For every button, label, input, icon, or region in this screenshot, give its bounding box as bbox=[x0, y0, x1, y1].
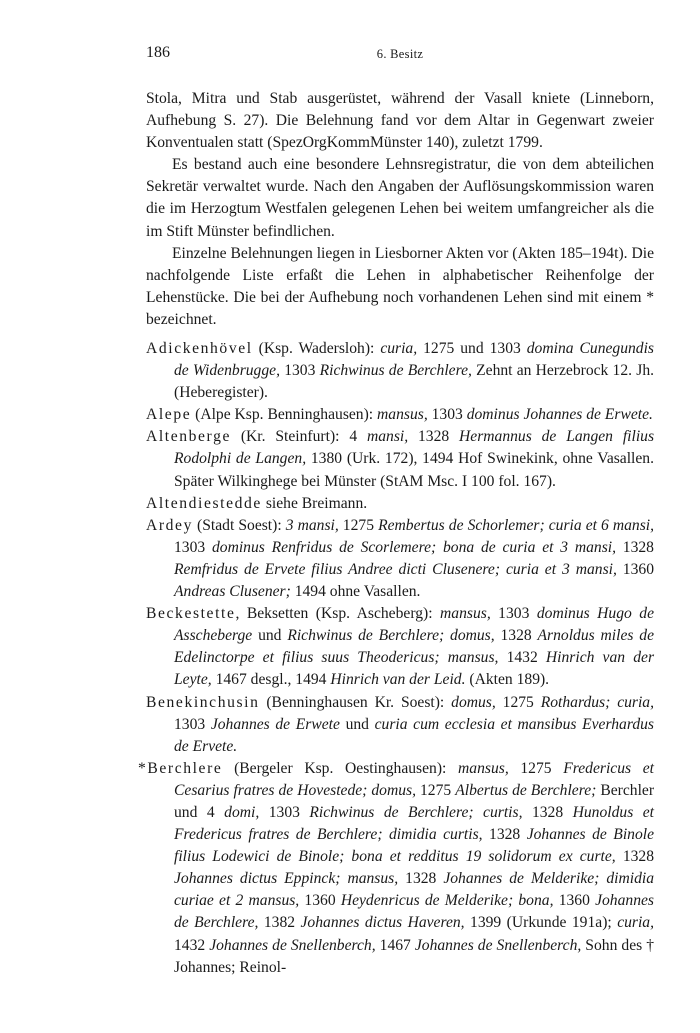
entry-text: 1303 bbox=[174, 715, 211, 733]
entry-text: 1303 bbox=[490, 605, 537, 623]
entry-text-italic: curia cum ecclesia et mansibus Everhardus de Ervete. bbox=[174, 715, 655, 755]
entry-text-italic: dominus Renfridus de Scorlemere; bona de curia et 3 mansi, bbox=[211, 538, 616, 556]
fief-entry bbox=[146, 426, 654, 492]
intro-text bbox=[146, 88, 654, 331]
entry-text-italic: Andreas Clusener; bbox=[174, 583, 291, 601]
fief-entry bbox=[146, 515, 654, 603]
entry-text-italic: domi, bbox=[224, 803, 260, 821]
intro-paragraph: Stola, Mitra und Stab ausgerüstet, während der Vasall kniete (Linneborn, Aufhebung S. 27). Die Belehnung fand vor dem Altar in Gegenwart zweier Konventualen statt (SpezOrgKommMünster 140), zuletzt 1799. bbox=[146, 90, 654, 152]
entry-name: *Berchlere bbox=[138, 759, 223, 777]
entry-text-italic: curia, bbox=[380, 340, 418, 357]
entry-text: 1494 ohne Vasallen. bbox=[290, 583, 421, 601]
entry-text: 1328 bbox=[408, 428, 460, 446]
fief-entry bbox=[146, 338, 654, 404]
entry-text: Sohn des † Johannes; Reinol- bbox=[174, 936, 655, 976]
intro-paragraph: Es bestand auch eine besondere Lehnsregistratur, die von dem abteilichen Sekretär verwaltet wurde. Nach den Angaben der Auflösungskommission waren die im Herzogtum Westfalen gelegenen Lehen bei weitem umfangreicher als die im Stift Münster befindlichen. bbox=[146, 156, 654, 240]
entry-text: 1399 (Urkunde 191a); bbox=[464, 914, 618, 932]
entry-text: 1275 bbox=[416, 781, 456, 799]
entry-text: 1303 bbox=[279, 362, 320, 380]
entry-text-italic: dominus Johannes de Erwete. bbox=[466, 406, 653, 424]
entry-text-italic: Hinrich van der Leid. bbox=[330, 671, 466, 689]
entry-text-italic: Heydenricus de Melderike; bona, bbox=[340, 892, 554, 910]
entry-text: 1382 bbox=[258, 914, 301, 932]
fief-list bbox=[138, 338, 655, 979]
entry-text: 1275 und 1303 bbox=[417, 340, 527, 357]
entry-text-italic: 3 mansi, bbox=[285, 516, 339, 534]
entry-text-italic: Hinrich van der Leyte, bbox=[174, 649, 655, 689]
entry-name: Altendiestedde bbox=[146, 494, 262, 512]
entry-text: 1275 bbox=[495, 693, 541, 711]
entry-text-italic: dominus Hugo de Asscheberge bbox=[174, 605, 654, 645]
entry-text: 1328 bbox=[494, 627, 538, 645]
fief-entry bbox=[146, 493, 654, 515]
entry-text: 1380 (Urk. 172), 1494 Hof Swinekink, ohne Vasallen. Später Wilkinghege bei Münster (StAM Msc. I 100 fol. 167). bbox=[174, 450, 655, 490]
entry-text-italic: Rembertus de Schorlemer; curia et 6 mansi, bbox=[378, 516, 655, 534]
entry-text: 1432 bbox=[174, 936, 210, 954]
entry-text: Zehnt an Herzebrock 12. Jh. (Heberegister). bbox=[174, 362, 655, 402]
entry-text: 1303 bbox=[174, 538, 212, 556]
entry-text-italic: mansus, bbox=[458, 759, 509, 777]
entry-text: (Kr. Steinfurt): 4 bbox=[231, 428, 367, 446]
entry-text-italic: Johannes dictus Eppinck; mansus, bbox=[174, 870, 399, 888]
entry-text: Berchler und 4 bbox=[174, 781, 655, 821]
entry-text: 1328 bbox=[482, 826, 527, 844]
entry-text-italic: Hunoldus et Fredericus fratres de Berchlere; dimidia curtis, bbox=[174, 803, 655, 844]
entry-text-italic: Johannes de Binole filius Lodewici de Binole; bona et redditus 19 solidorum ex curte, bbox=[174, 826, 654, 866]
entry-text: 1360 bbox=[616, 560, 654, 578]
entry-text-italic: Johannes de Melderike; dimidia curiae et 2 mansus, bbox=[174, 870, 655, 910]
entry-text: 1467 desgl., 1494 bbox=[211, 671, 331, 689]
entry-text-italic: Richwinus de Berchlere; domus, bbox=[287, 627, 495, 645]
entry-name: Ardey bbox=[146, 516, 193, 534]
entry-text: siehe Breimann. bbox=[261, 494, 368, 512]
entry-text-italic: domus, bbox=[451, 693, 496, 711]
entry-text: , Beksetten (Ksp. Ascheberg): bbox=[235, 605, 441, 623]
entry-text: 1303 bbox=[259, 803, 310, 821]
entry-text: 1303 bbox=[427, 406, 467, 424]
entry-text: 1328 bbox=[616, 538, 654, 556]
entry-text-italic: Johannes de Snellenberch, bbox=[209, 936, 376, 954]
entry-name: Altenberge bbox=[146, 428, 231, 446]
entry-text: (Ksp. Wadersloh): bbox=[252, 340, 381, 357]
entry-text: 1360 bbox=[299, 892, 341, 910]
fief-entry bbox=[146, 404, 654, 426]
entry-text: (Benninghausen Kr. Soest): bbox=[259, 693, 452, 711]
entry-text: 1360 bbox=[553, 892, 596, 910]
entry-text: 1328 bbox=[615, 848, 655, 866]
entry-text-italic: mansus, bbox=[377, 406, 428, 424]
entry-text: (Alpe Ksp. Benninghausen): bbox=[191, 406, 378, 424]
entry-text-italic: Hermannus de Langen filius Rodolphi de Langen, bbox=[174, 428, 655, 468]
entry-text: 1328 bbox=[398, 870, 444, 888]
entry-text: (Bergeler Ksp. Oestinghausen): bbox=[222, 759, 459, 777]
entry-name: Benekinchusin bbox=[146, 693, 260, 711]
entry-text: und bbox=[252, 627, 288, 645]
entry-text-italic: Arnoldus miles de Edelinctorpe et filius suus Theodericus; mansus, bbox=[174, 627, 655, 667]
fief-entry bbox=[146, 692, 654, 758]
page-number: 186 bbox=[146, 44, 170, 61]
fief-entry bbox=[138, 758, 655, 979]
entry-text-italic: Richwinus de Berchlere; curtis, bbox=[309, 803, 523, 821]
running-head: 6. Besitz bbox=[376, 47, 424, 61]
entry-name: Alepe bbox=[146, 406, 192, 424]
entry-text-italic: mansi, bbox=[366, 428, 409, 446]
entry-text: (Akten 189). bbox=[465, 671, 550, 689]
entry-text: 1275 bbox=[508, 759, 564, 777]
entry-text: 1328 bbox=[522, 803, 573, 821]
entry-text-italic: domina Cunegundis de Widenbrugge, bbox=[174, 340, 654, 380]
entry-text-italic: Fredericus et Cesarius fratres de Hovestede; domus, bbox=[174, 759, 655, 799]
entry-text-italic: mansus, bbox=[440, 605, 491, 623]
entry-text: (Stadt Soest): bbox=[192, 516, 286, 534]
entry-text-italic: Johannes de Berchlere, bbox=[174, 892, 654, 932]
intro-paragraph: Einzelne Belehnungen liegen in Liesborner Akten vor (Akten 185–194t). Die nachfolgende Liste erfaßt die Lehen in alphabetischer Reihenfolge der Lehenstücke. Die bei der Aufhebung noch vorhandenen Lehen sind mit einem * bezeichnet. bbox=[146, 244, 654, 328]
entry-text-italic: Johannes de Snellenberch, bbox=[414, 936, 582, 954]
entry-text: 1467 bbox=[375, 936, 415, 954]
entry-text-italic: Richwinus de Berchlere, bbox=[319, 362, 472, 380]
entry-text-italic: Remfridus de Ervete filius Andree dicti Clusenere; curia et 3 mansi, bbox=[174, 560, 617, 578]
entry-text: 1432 bbox=[498, 649, 546, 667]
entry-text-italic: Rothardus; curia, bbox=[540, 693, 655, 711]
entry-text: 1275 bbox=[338, 516, 379, 534]
entry-text-italic: Johannes dictus Haveren, bbox=[300, 914, 465, 932]
entry-text-italic: curia, bbox=[617, 914, 655, 932]
entry-text-italic: Johannes de Erwete bbox=[210, 715, 340, 733]
entry-name: Beckestette bbox=[146, 605, 236, 623]
page-header bbox=[146, 44, 654, 68]
entry-name: Adickenhövel bbox=[146, 340, 253, 357]
entry-text: und bbox=[339, 715, 375, 733]
entry-text-italic: Albertus de Berchlere; bbox=[455, 781, 597, 799]
fief-entry bbox=[146, 603, 654, 691]
